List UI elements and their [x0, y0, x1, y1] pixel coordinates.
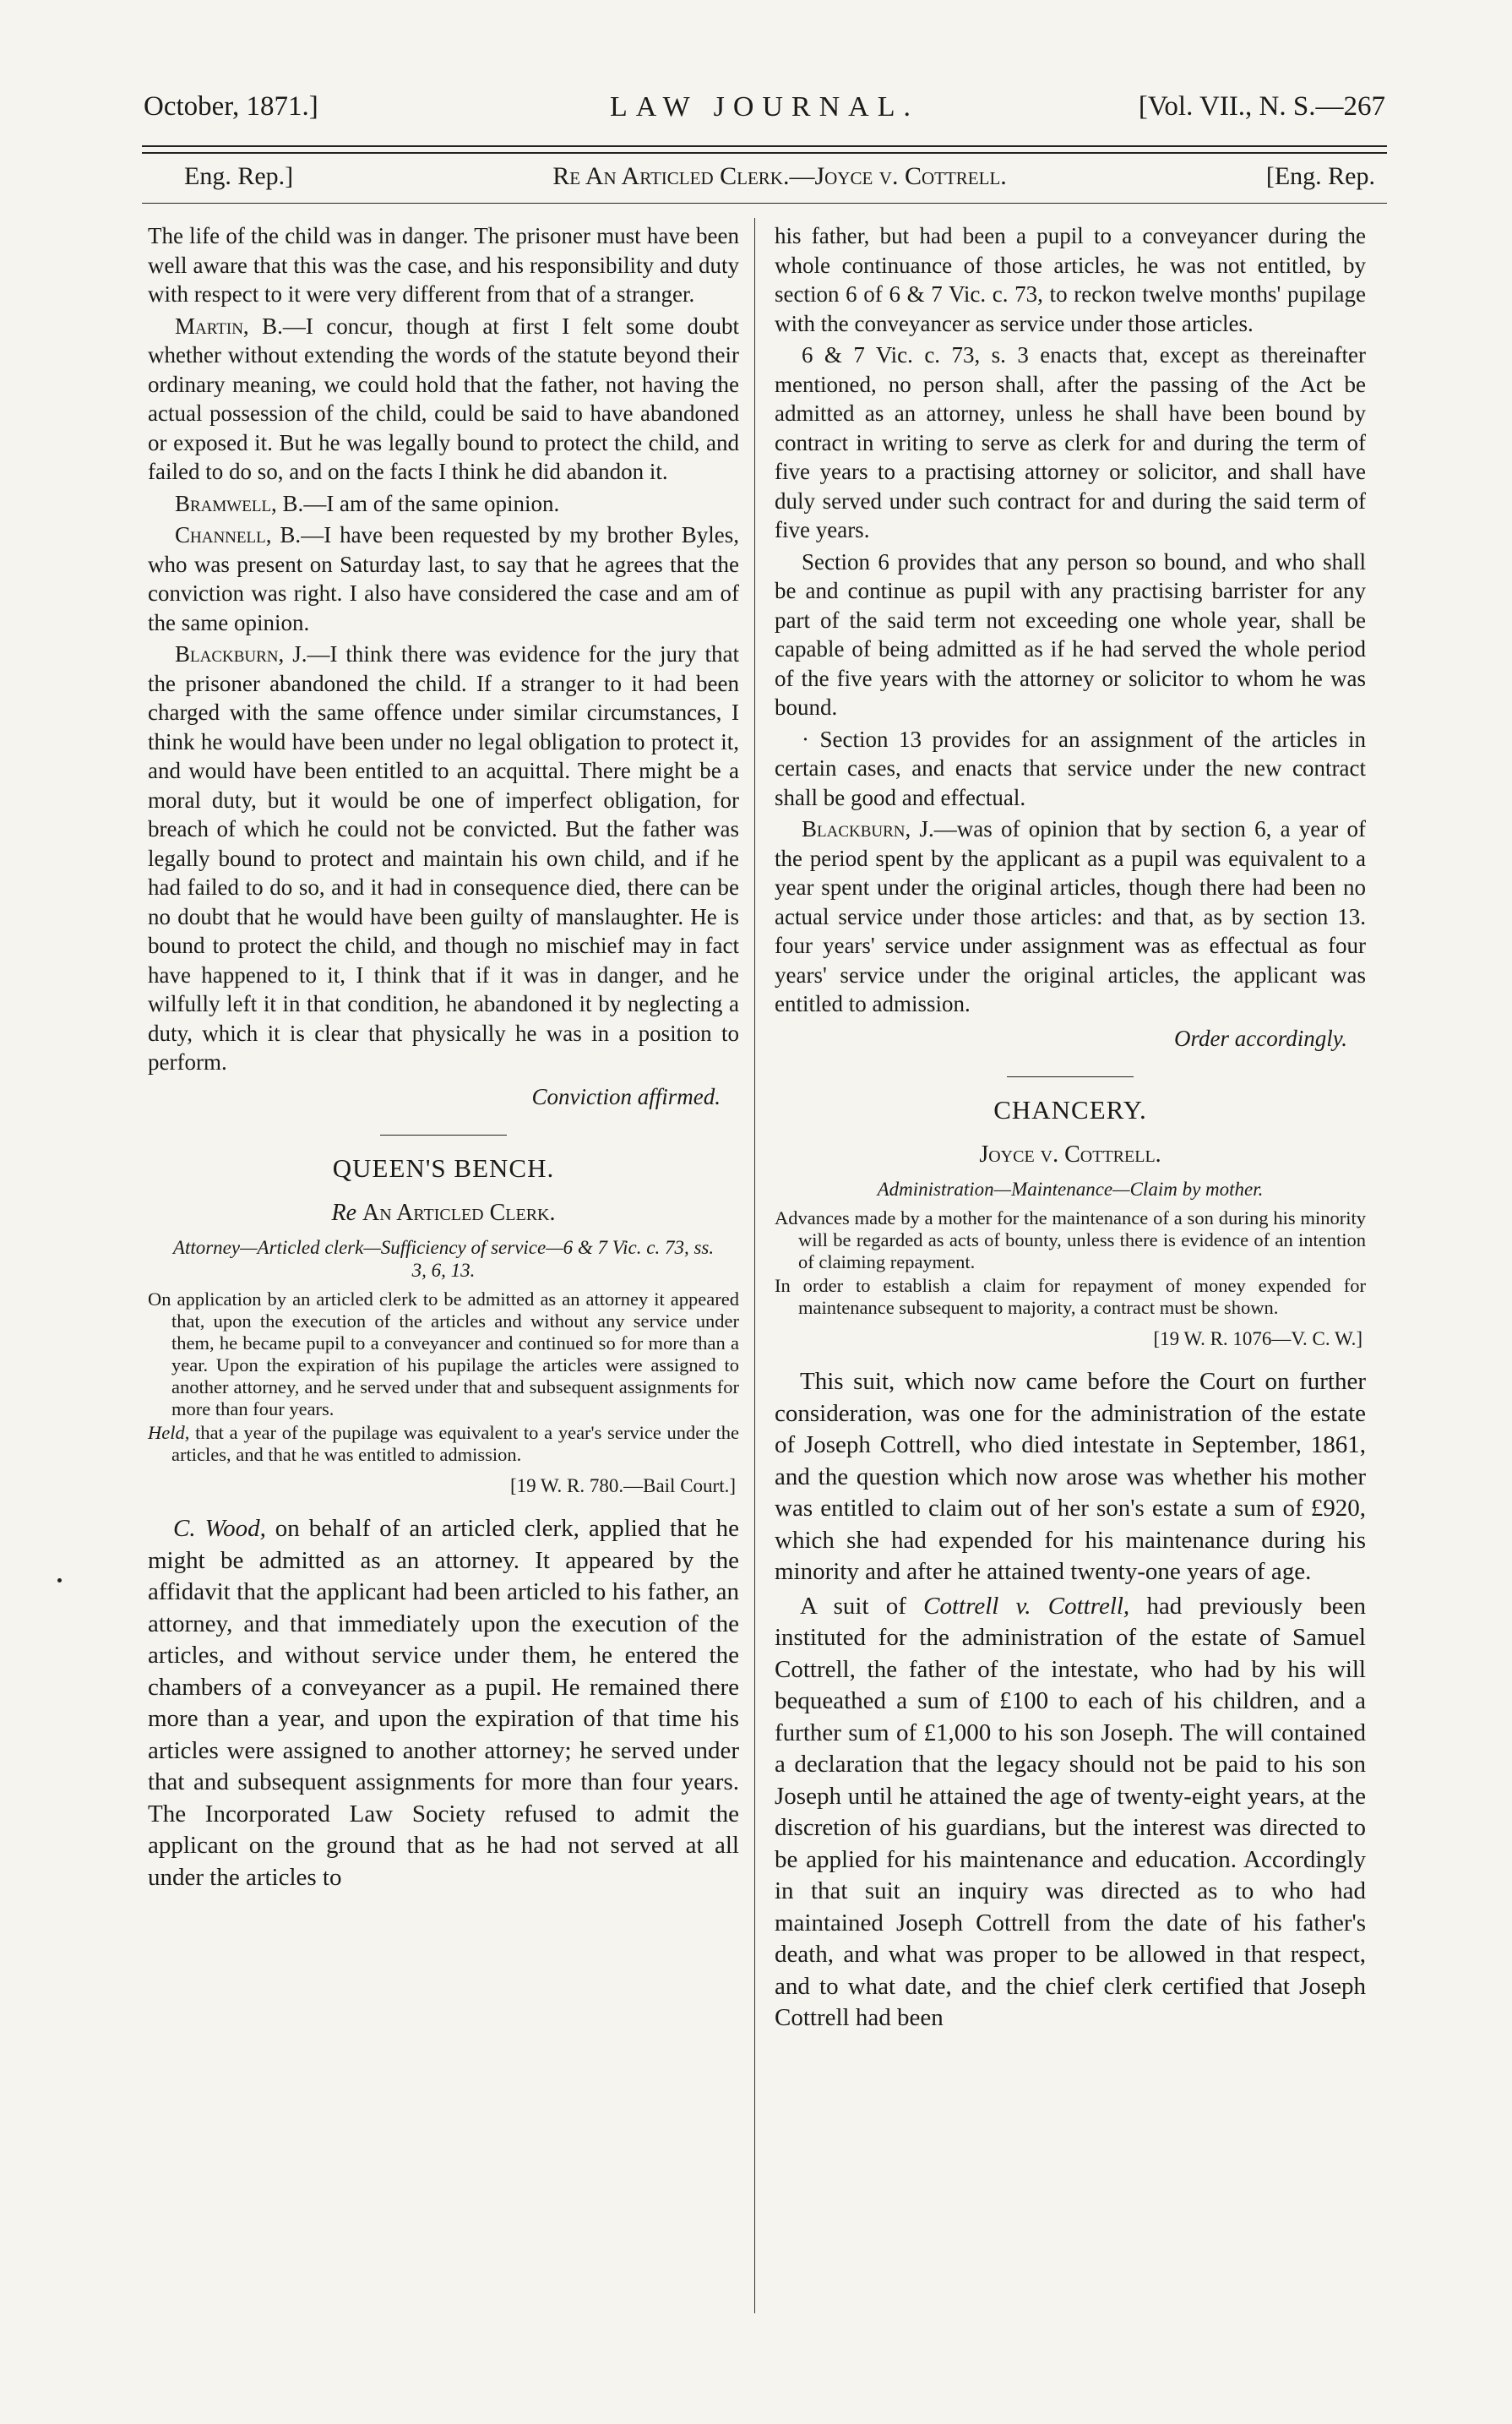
subheader-case-names: Re An Articled Clerk.—Joyce v. Cottrell.	[552, 162, 1007, 190]
paragraph: his father, but had been a pupil to a conveyancer during the whole continuance of those articles, he was not entitled, by section 6 of 6 & 7 Vic. c. 73, to reckon twelve months' pupilage with the conveyancer as service under those articles.	[775, 223, 1366, 336]
headnote: On application by an articled clerk to be admitted as an attorney it appeared that, upon the execution of the articles and without any service under them, he became pupil to a conveyancer and continued so for more than a year. Upon the expiration of his pupilage the articles were assigned to another attorney, and he served under that and subsequent assignments for more than four years.	[148, 1288, 739, 1419]
case-title	[148, 1199, 739, 1228]
paragraph	[148, 520, 739, 637]
header-journal-title: LAW JOURNAL.	[610, 91, 919, 123]
headnote: In order to establish a claim for repayment of money expended for maintenance subsequent to majority, a contract must be shown.	[775, 1275, 1366, 1318]
header-volume-page: [Vol. VII., N. S.—267	[1138, 91, 1385, 122]
paragraph	[775, 1591, 1366, 2035]
judge-name: Martin, B.	[175, 313, 283, 339]
headnote-held: Held,	[148, 1422, 190, 1443]
paragraph: 6 & 7 Vic. c. 73, s. 3 enacts that, except as thereinafter mentioned, no person shall, after the passing of the Act be admitted as an attorney, unless he shall have been bound by contract in writing to serve as clerk for and during the term of five years to a practising attorney or solicitor, and shall have duly served under such contract for and during the said term of five years.	[775, 342, 1366, 542]
section-separator	[380, 1135, 507, 1136]
section-separator	[1007, 1076, 1134, 1077]
court-section-title: CHANCERY.	[993, 1095, 1147, 1125]
judge-name: Channell, B.	[175, 522, 302, 547]
catchwords: Administration—Maintenance—Claim by mother.	[877, 1179, 1264, 1200]
paragraph-text: —I think there was evidence for the jury that the prisoner abandoned the child. If a stranger to it had been charged with the same offence under similar circumstances, I think he would have been under no legal obligation to protect it, and would have been entitled to an acquittal. There might be a moral duty, but it would be one of imperfect obligation, for breach of which he could not be convicted. But the father was legally bound to protect and maintain his own child, and if he had failed to do so, and it had in consequence died, there can be no doubt that he would have been guilty of manslaughter. He is bound to protect the child, and though no mischief may in fact have happened to it, I think that if it was in danger, and he wilfully left it in that condition, he abandoned it by neglecting a duty, which it is clear that physically he was in a position to perform.	[148, 641, 739, 1075]
case-title-text: An Articled Clerk.	[362, 1199, 556, 1226]
paragraph-text: on behalf of an articled clerk, applied that he might be admitted as an attorney. It appeared by the affidavit that the applicant had been articled to his father, an attorney, and that immediately upon the execution of the articles, and without service under them, he entered the chambers of a conveyancer as a pupil. He remained there more than a year, and upon the expiration of that time his articles were assigned to another attorney; he served under that and subsequent assignments for more than four years. The Incorporated Law Society refused to admit the applicant on the ground that as he had not served at all under the articles to	[148, 1515, 739, 1891]
paragraph-text: —I concur, though at first I felt some doubt whether without extending the words of the statute beyond their ordinary meaning, we could hold that the father, not having the actual possession of the child, could be said to have abandoned or exposed it. But he was legally bound to protect the child, and failed to do so, and on the facts I think he did abandon it.	[148, 313, 739, 484]
paragraph: · Section 13 provides for an assignment of the articles in certain cases, and enacts that service under the new contract shall be good and effectual.	[775, 726, 1366, 810]
paragraph-text: —I am of the same opinion.	[303, 490, 560, 516]
paragraph	[148, 489, 739, 519]
case-body	[148, 1513, 739, 1893]
paragraph	[148, 312, 739, 487]
paragraph: The life of the child was in danger. The prisoner must have been well aware that this was the case, and his responsibility and duty with respect to it were very different from that of a stranger.	[148, 223, 739, 307]
case-outcome: Order accordingly.	[1174, 1025, 1347, 1051]
paragraph	[775, 814, 1366, 1019]
counsel-name: C. Wood,	[173, 1515, 266, 1542]
paragraph: This suit, which now came before the Court on further consideration, was one for the administration of the estate of Joseph Cottrell, who died intestate in September, 1861, and the question which now arose was whether his mother was entitled to claim out of her son's estate a sum of £920, which she had expended for his maintenance during his minority and after he attained twenty-one years of age.	[775, 1368, 1366, 1585]
headnote-text: that a year of the pupilage was equivalent to a year's service under the articles, and that he was entitled to admission.	[171, 1422, 739, 1465]
subheader-rule	[142, 203, 1387, 204]
case-title-re: Re	[331, 1199, 357, 1226]
left-column	[148, 221, 739, 1896]
subheader-right: [Eng. Rep.	[1265, 162, 1375, 190]
case-body	[775, 1366, 1366, 2035]
margin-mark	[57, 1578, 62, 1582]
paragraph-text: had previously been instituted for the administration of the estate of Samuel Cottrell, the father of the intestate, who had by his will bequeathed a sum of £100 to each of his children, and a further sum of £1,000 to his son Joseph. The will contained a declaration that the legacy should not be paid to his son Joseph until he attained the age of twenty-eight years, at the discretion of his guardians, but the interest was directed to be applied for his maintenance and education. Accordingly in that suit an inquiry was directed as to who had maintained Joseph Cottrell from the date of his father's death, and what was proper to be allowed in that respect, and to what date, and the chief clerk certified that Joseph Cottrell had been	[775, 1592, 1366, 2031]
paragraph	[148, 1513, 739, 1893]
judge-name: Bramwell, B.	[175, 490, 304, 516]
running-subheader	[184, 162, 1375, 199]
catchwords: Attorney—Articled clerk—Sufficiency of service—6 & 7 Vic. c. 73, ss. 3, 6, 13.	[172, 1237, 715, 1281]
judge-name: Blackburn, J.	[802, 816, 934, 842]
header-rule-bottom	[142, 152, 1387, 154]
subheader-left: Eng. Rep.]	[184, 162, 294, 190]
judge-name: Blackburn, J.	[175, 641, 307, 667]
report-citation: [19 W. R. 1076—V. C. W.]	[1153, 1328, 1362, 1349]
running-header	[144, 91, 1385, 135]
column-divider	[754, 218, 755, 2313]
paragraph	[148, 640, 739, 1077]
right-column	[775, 221, 1366, 2037]
paragraph-text: —I have been requested by my brother Byles, who was present on Saturday last, to say that he agrees that the conviction was right. I also have considered the case and am of the same opinion.	[148, 522, 739, 635]
case-outcome: Conviction affirmed.	[531, 1083, 721, 1109]
cited-case: Cottrell v. Cottrell,	[923, 1592, 1130, 1620]
paragraph-text: —was of opinion that by section 6, a year of the period spent by the applicant as a pupil was equivalent to a year spent under the original articles, though there had been no actual service under those articles: and that, as by section 13. four years' service under assignment was as effectual as four years' service under the original articles, the applicant was entitled to admission.	[775, 816, 1366, 1016]
court-section-title: QUEEN'S BENCH.	[332, 1153, 555, 1183]
headnote: Advances made by a mother for the maintenance of a son during his minority will be regarded as acts of bounty, unless there is evidence of an intention of claiming repayment.	[775, 1207, 1366, 1272]
header-rule-top	[142, 145, 1387, 147]
paragraph-text: A suit of	[800, 1592, 924, 1620]
headnote	[148, 1422, 739, 1466]
header-date: October, 1871.]	[144, 91, 318, 122]
report-citation: [19 W. R. 780.—Bail Court.]	[509, 1475, 736, 1496]
case-title: Joyce v. Cottrell.	[979, 1141, 1161, 1168]
paragraph: Section 6 provides that any person so bound, and who shall be and continue as pupil with any practising barrister for any part of the said term not exceeding one whole year, shall be capable of being admitted as if he had served the whole period of the five years with the attorney or solicitor to whom he was bound.	[775, 548, 1366, 720]
